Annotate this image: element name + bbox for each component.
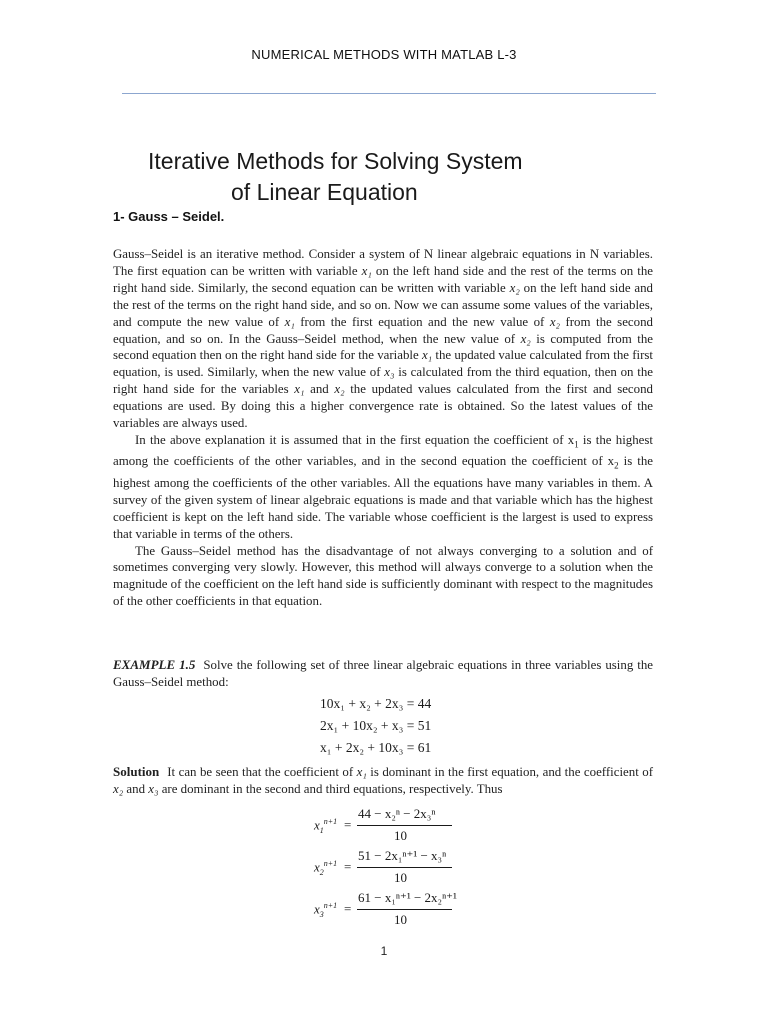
solution-text: Solution It can be seen that the coefficient of x₁ is dominant in the first equation, and the coefficient of x₂ and x₃ are dominant in the second and third equations, respectively. Thus — [113, 764, 654, 796]
example-text: Solve the following set of three linear algebraic equations in three variables using the Gauss–Seidel method: — [113, 658, 653, 689]
explanation-text — [113, 246, 653, 610]
equation-2: 2x₁ + 10x₂ + x₃ = 51 — [320, 718, 432, 733]
equation-1: 10x₁ + x₂ + 2x₃ = 44 — [320, 696, 432, 711]
section-heading: 1- Gauss – Seidel. — [113, 209, 225, 224]
formula-x1-update: $x_1^{n+1}$ = 44 − x₂ⁿ − 2x₃ⁿ 10 — [314, 806, 464, 846]
running-header: NUMERICAL METHODS WITH MATLAB L-3 — [251, 47, 517, 62]
equation-3: x₁ + 2x₂ + 10x₃ = 61 — [320, 740, 432, 755]
formula-x1-denominator: 10 — [394, 828, 407, 843]
example-label: EXAMPLE 1.5 — [113, 657, 196, 672]
formula-x3-numerator: 61 − x₁ⁿ⁺¹ − 2x₂ⁿ⁺¹ — [358, 890, 457, 905]
example-statement — [113, 657, 653, 691]
formula-x2-numerator: 51 − 2x₁ⁿ⁺¹ − x₃ⁿ — [358, 848, 447, 863]
title-line-2: of Linear Equation — [231, 179, 418, 205]
solution-label: Solution — [113, 764, 160, 779]
title-line-1: Iterative Methods for Solving System — [148, 148, 523, 174]
paragraph-1: Gauss–Seidel is an iterative method. Consider a system of N linear algebraic equations in N variables. The first equation can be written with variable x₁ on the left hand side and the rest of the terms on the right hand side. Similarly, the second equation can be written with variable x₂ on the left hand side and the rest of the terms on the right hand side, and so on. Now we can assume some values of the variables, and compute the new value of x₁ from the first equation and the new value of x₂ from the second equation, and so on. In the Gauss–Seidel method, when the new value of x₂ is computed from the second equation then on the right hand side for the variable x₁ the updated value calculated from the first equation, is used. Similarly, when the new value of x₃ is calculated from the third equation, then on the right hand side for the variables x₁ and x₂ the updated values calculated from the first and second equations are used. By doing this a higher convergence rate is obtained. So the latest values of the variables are always used. — [113, 247, 653, 431]
formula-x2-update: $x_2^{n+1}$ = 51 − 2x₁ⁿ⁺¹ − x₃ⁿ 10 — [314, 848, 464, 888]
formula-x1-numerator: 44 − x₂ⁿ − 2x₃ⁿ — [358, 806, 436, 821]
paragraph-3: The Gauss–Seidel method has the disadvantage of not always converging to a solution and of sometimes converging very slowly. However, this method will always converge to a solution when the magnitude of the coefficient on the left hand side is sufficiently dominant with respect to the magnitudes of the other coefficients in that equation. — [113, 543, 653, 609]
page-number: 1 — [380, 944, 388, 958]
formula-x3-denominator: 10 — [394, 912, 407, 927]
page-title — [112, 146, 592, 208]
equation-system — [320, 693, 431, 759]
formula-x3-update: $x_3^{n+1}$ = 61 − x₁ⁿ⁺¹ − 2x₂ⁿ⁺¹ 10 — [314, 890, 457, 927]
formula-x2-denominator: 10 — [394, 870, 407, 885]
paragraph-2: In the above explanation it is assumed that in the first equation the coefficient of $x_1$ is the highest among the coefficients of the other variables, and in the second equation the coefficient of $x_2$ is the highest among the coefficients of the other variables. All the equations have many variables in them. A survey of the given system of linear algebraic equations is made and that variable which has the highest coefficient is kept on the left hand side. The variable whose coefficient is the largest is used to express that variable in terms of the others. — [113, 432, 653, 541]
header-divider — [122, 93, 656, 94]
